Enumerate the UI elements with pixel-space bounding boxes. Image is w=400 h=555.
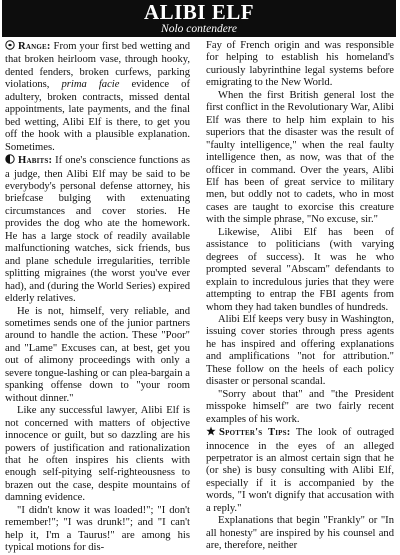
- range-heading: Range:: [18, 41, 51, 52]
- star-icon: [206, 426, 216, 440]
- right-column: [206, 40, 394, 552]
- continued-paragraph: Fay of French origin and was responsible for helping to establish his homeland's curiously labyrinthine legal systems before emigrating to the New World.: [206, 40, 394, 89]
- tips-paragraph-2: Explanations that begin "Frankly" or "In all honesty" are inspired by his counsel and are, therefore, neither: [206, 515, 394, 552]
- tips-text-1: The look of outraged innocence in the eyes of an alleged perpetrator is an almost certain sign that he (or she) is busy consulting with Alibi Elf, especially if it is accompanied by the words, "I won't dignify that accusation with a reply.": [206, 427, 394, 514]
- history-paragraph-3: Alibi Elf keeps very busy in Washington, issuing cover stories through press agents he has inspired and offering explanations and amplifications "not for attribution." These follow on the heels of each policy disaster or personal scandal.: [206, 313, 394, 388]
- habits-paragraph-4: "I didn't know it was loaded!"; "I don't remember!"; "I was drunk!"; and "I can't help it, I'm a Taurus!" are among his typical motions for dis-: [5, 504, 190, 554]
- page-title: ALIBI ELF: [143, 0, 255, 24]
- circle-symbol-icon: [5, 40, 15, 54]
- range-italic: prima facie: [61, 79, 120, 91]
- history-paragraph-1: When the first British general lost the first conflict in the Revolutionary War, Alibi Elf was there to help him explain to his superiors that the disaster was the result of "faulty intelligence," when the real faulty intelligence then, as now, was that of the officer in command. Over the years, Alibi Elf has been of great service to military men, but oddly not to cadets, who in most cases are taught to exorcise this creature with the simple phrase, "No excuse, sir.": [206, 89, 394, 226]
- habits-paragraph: [5, 154, 190, 305]
- habits-heading: Habits:: [18, 155, 53, 167]
- history-paragraph-2: Likewise, Alibi Elf has been of assistance to politicians (with varying degrees of success). It was he who prompted several "Abscam" defendants to explain to incredulous juries that they were attempting to entrap the FBI agents from whom they had taken bundles of hundreds.: [206, 226, 394, 313]
- page-subtitle: Nolo contendere: [161, 23, 237, 35]
- habits-text-1: If one's conscience functions as a judge, then Alibi Elf may be said to be everybody's personal defense attorney, his briefcase bulging with extenuating circumstances and cover stories. He provides the dog who ate the homework. He has a large stock of readily available malfunctioning watches, sick friends, bus and plane schedule irregularities, terrible splitting migraines (the worst you've ever had), and (during the World Series) expired elderly relatives.: [5, 155, 190, 305]
- half-moon-icon: [5, 154, 15, 168]
- habits-paragraph-3: Like any successful lawyer, Alibi Elf is not concerned with matters of objective innocence or guilt, but so dazzling are his powers of justification and rationalization that he often inspires his clients with enough self-pitying self-righteousness to brazen out the case, despite mountains of damning evidence.: [5, 405, 190, 504]
- range-text: From your first bed wetting and that broken heirloom vase, through hooky, dented fenders, broken curfews, parking violations,: [5, 41, 190, 91]
- tips-heading: Spotter's Tips:: [219, 427, 291, 439]
- history-paragraph-4: "Sorry about that" and "the President misspoke himself" are two fairly recent examples of his work.: [206, 388, 394, 425]
- left-column: [5, 40, 190, 554]
- tips-paragraph: [206, 426, 394, 515]
- range-paragraph: [5, 40, 190, 154]
- habits-paragraph-2: He is not, himself, very reliable, and sometimes sends one of the junior partners around to handle the action. These "Poor" and "Lame" Excuses can, at best, get you out of alimony proceedings with only a severe tongue-lashing or can plea-bargain a spanking offense down to "your room without dinner.": [5, 305, 190, 404]
- title-banner: [2, 0, 396, 37]
- range-text-2: evidence of adultery, broken contracts, missed dental appointments, late payments, and the final bed wetting, Alibi Elf is there, to get you off the hook with a plausible explanation. Sometimes.: [5, 79, 190, 153]
